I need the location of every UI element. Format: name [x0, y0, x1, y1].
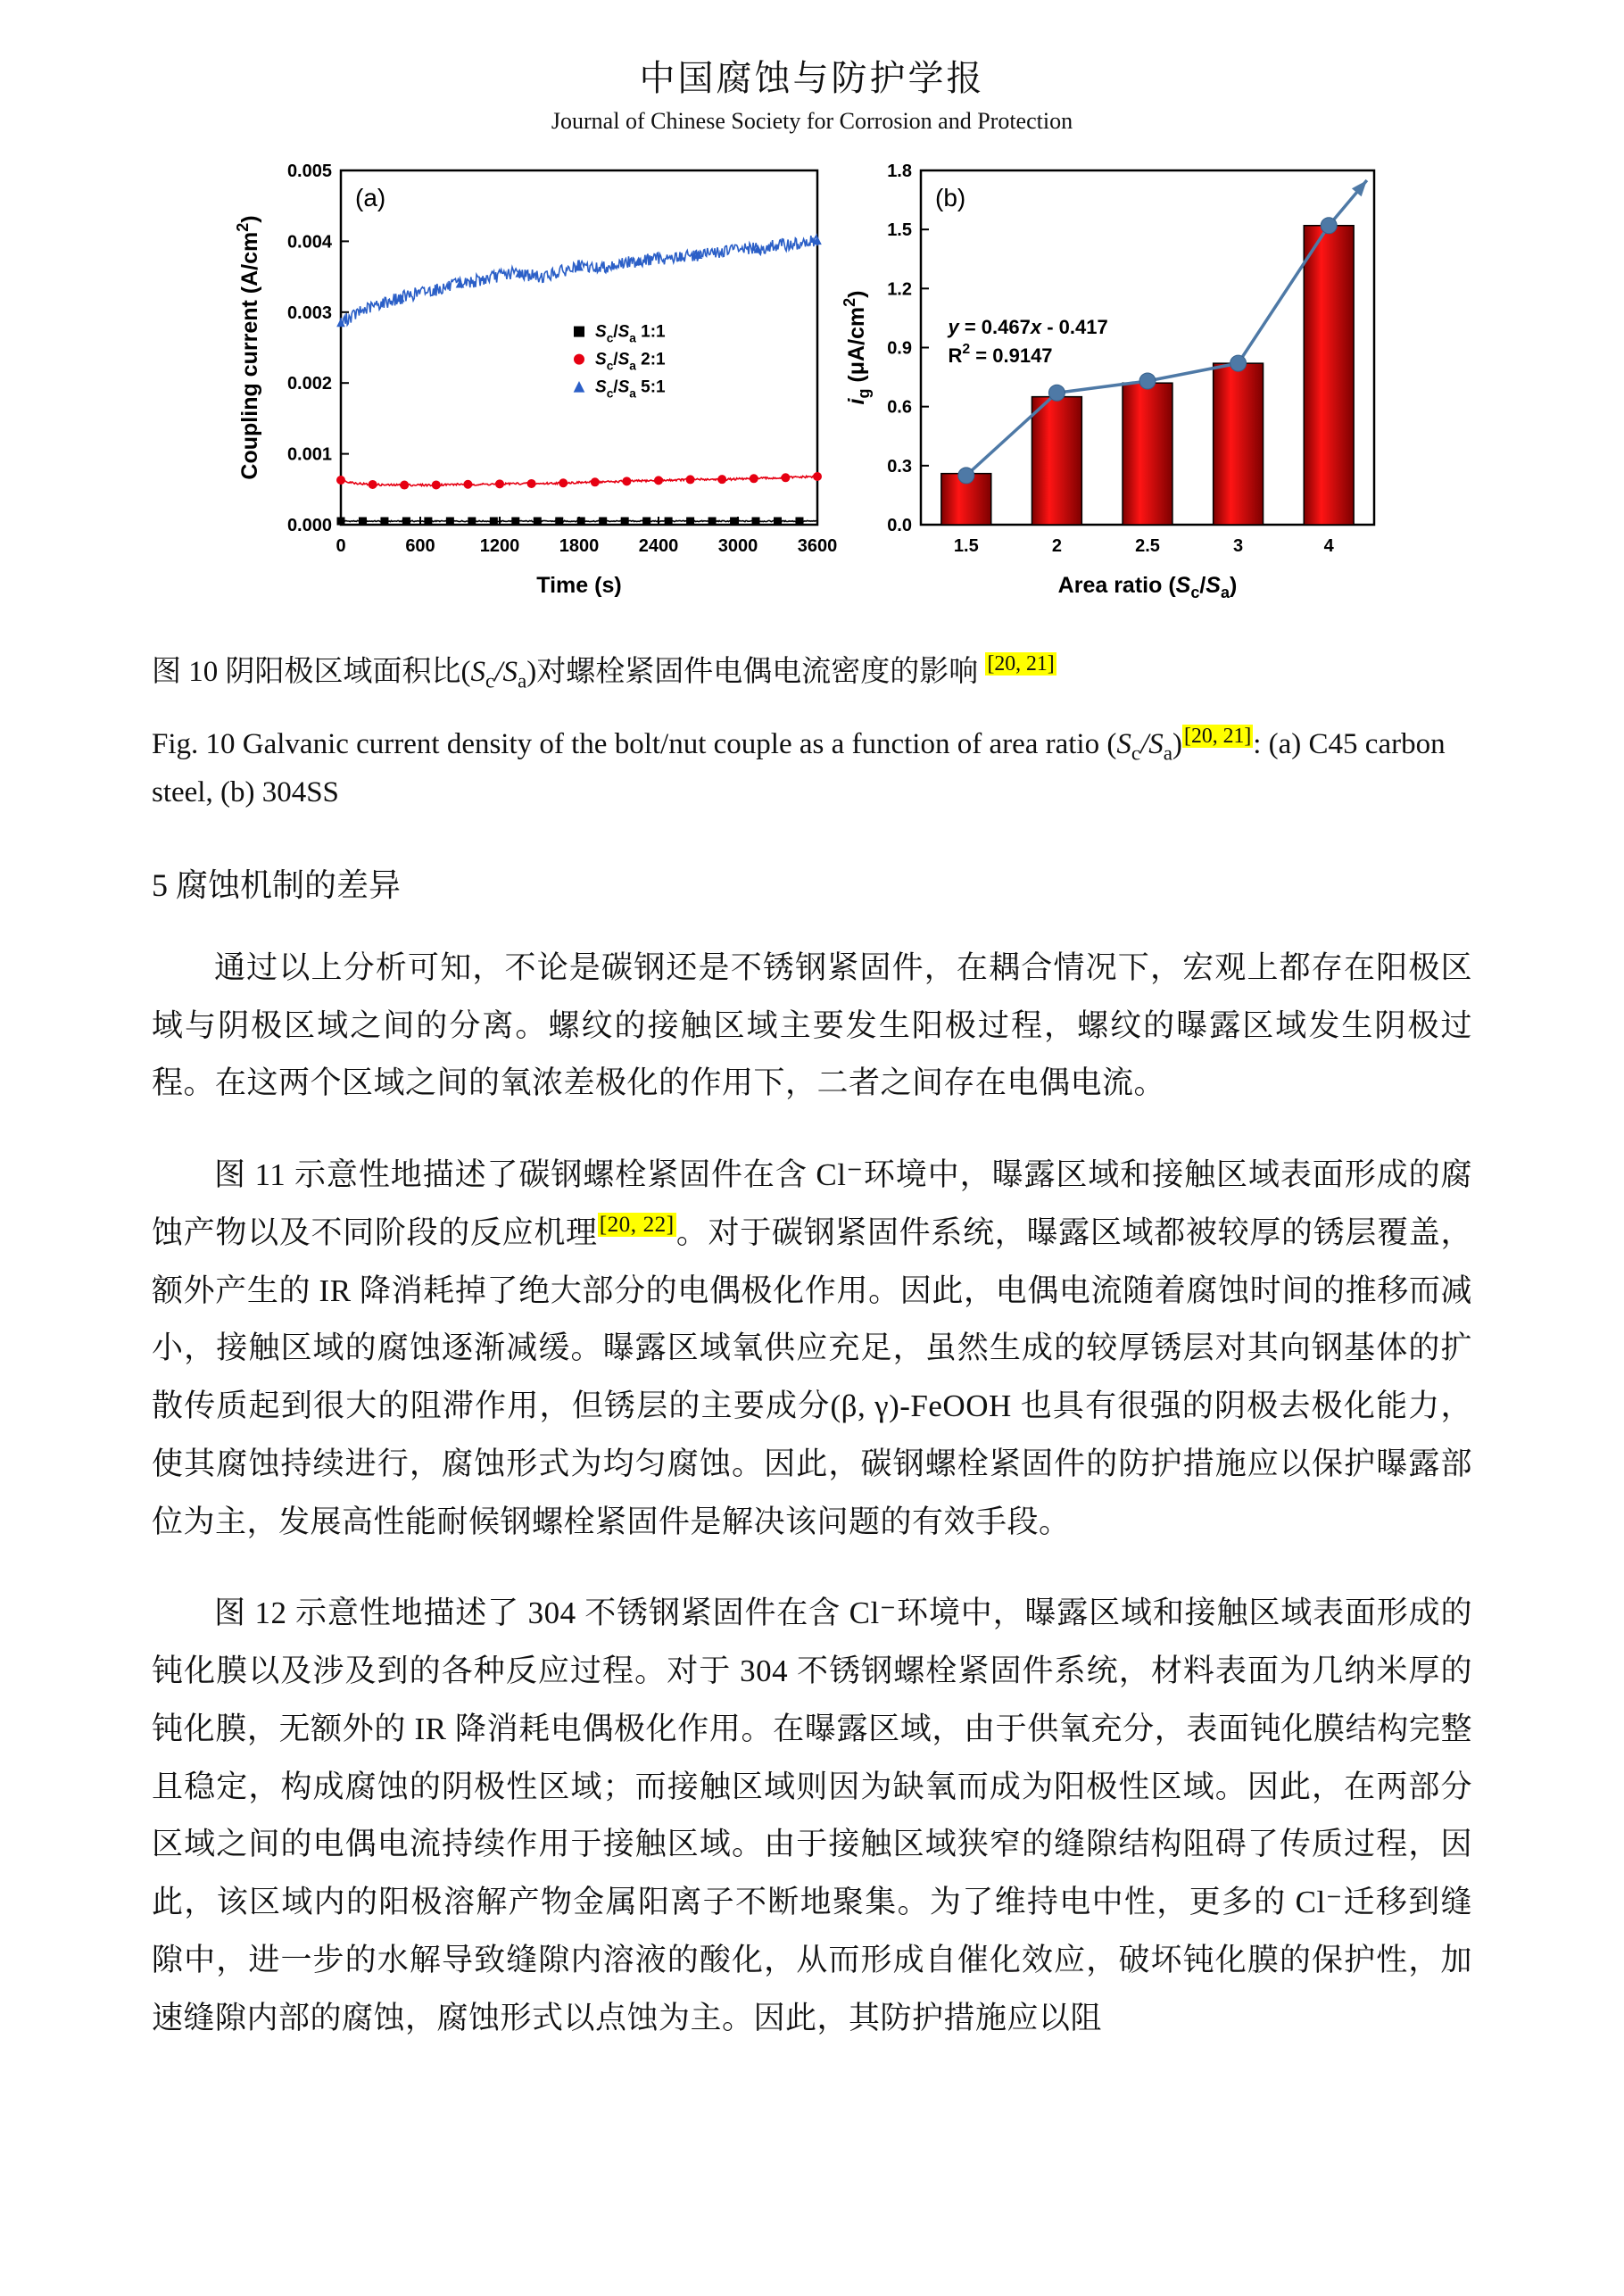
svg-text:3000: 3000: [717, 536, 758, 556]
svg-text:2400: 2400: [638, 536, 679, 556]
regression-annotation: [947, 316, 1107, 367]
caption-cn-suffix: )对螺栓紧固件电偶电流密度的影响: [526, 656, 986, 688]
svg-text:0.003: 0.003: [286, 303, 332, 323]
x-axis-label: Time (s): [536, 573, 622, 598]
paragraph-2-text-2: 。对于碳钢紧固件系统，曝露区域都被较厚的锈层覆盖，额外产生的 IR 降消耗掉了绝大部分的电偶极化作用。因此，电偶电流随着腐蚀时间的推移而减小，接触区域的腐蚀逐渐减缓。曝露区域氧供应充足，虽然生成的较厚锈层对其向钢基体的扩散传质起到很大的阻滞作用，但锈层的主要成分(β, γ)-FeOOH 也具有很强的阴极去极化能力，使其腐蚀持续进行，腐蚀形式为均匀腐蚀。因此，碳钢螺栓紧固件的防护措施应以保护曝露部位为主，发展高性能耐候钢螺栓紧固件是解决该问题的有效手段。: [152, 1214, 1472, 1539]
journal-header: [152, 50, 1472, 135]
series-Sc-Sa-2-1: [337, 473, 822, 490]
y-axis-label: $i_g$ $(\mu A/cm^2)$: [841, 290, 873, 405]
legend: [575, 323, 667, 401]
svg-text:1800: 1800: [559, 536, 600, 556]
svg-text:0.6: 0.6: [887, 397, 912, 418]
symbol-S: S: [1116, 728, 1131, 761]
x-axis-label: Area ratio $(S_c/S_a)$: [1057, 573, 1238, 601]
figure-10: [152, 156, 1472, 607]
svg-text:0.3: 0.3: [887, 456, 912, 477]
svg-text:Sc/Sa 2:1: $S_c/S_a$ 2:1: [595, 350, 666, 373]
svg-text:600: 600: [405, 536, 435, 556]
panel-label-b: (b): [935, 184, 966, 211]
y-axis: [887, 162, 929, 535]
paragraph-3: [152, 1585, 1472, 2047]
svg-text:1.8: 1.8: [887, 162, 912, 181]
symbol-sub-c: c: [485, 668, 495, 692]
paragraph-1: [152, 940, 1472, 1113]
caption-en-part-1: Fig. 10 Galvanic current density of the bolt/nut couple as a function of area ratio (: [152, 728, 1117, 761]
svg-text:Sc/Sa 5:1: $S_c/S_a$ 5:1: [595, 377, 666, 401]
paragraph-3-text: 图 12 示意性地描述了 304 不锈钢紧固件在含 Cl⁻环境中，曝露区域和接触区域表面形成的钝化膜以及涉及到的各种反应过程。对于 304 不锈钢螺栓紧固件系统，材料表面为几纳米厚的钝化膜，无额外的 IR 降消耗电偶极化作用。在曝露区域，由于供氧充分，表面钝化膜结构完整且稳定，构成腐蚀的阴极性区域；而接触区域则因为缺氧而成为阳极性区域。因此，在两部分区域之间的电偶电流持续作用于接触区域。由于接触区域狭窄的缝隙结构阻碍了传质过程，因此，该区域内的阳极溶解产物金属阳离子不断地聚集。为了维持电中性，更多的 Cl⁻迁移到缝隙中，进一步的水解导致缝隙内溶液的酸化，从而形成自催化效应，破坏钝化膜的保护性，加速缝隙内部的腐蚀，腐蚀形式以点蚀为主。因此，其防护措施应以阻: [152, 1596, 1472, 2035]
caption-en-part-2: ): [1172, 728, 1183, 761]
figure-caption-cn: [152, 648, 1472, 697]
svg-text:2.5: 2.5: [1135, 536, 1160, 556]
citation-20-22: [20, 22]: [599, 1213, 675, 1238]
x-axis: [336, 517, 837, 556]
symbol-slash: /: [494, 656, 503, 688]
symbol-S: S: [1148, 728, 1164, 761]
svg-text:0.002: 0.002: [286, 374, 332, 394]
symbol-S: S: [502, 656, 518, 688]
chart-a: [232, 156, 839, 607]
journal-title-en: Journal of Chinese Society for Corrosion and Protection: [551, 108, 1073, 134]
panel-label-a: (a): [355, 184, 386, 211]
symbol-sub-a: a: [517, 668, 527, 692]
chart-a-plot: [234, 162, 837, 598]
caption-cn-prefix: 图 10 阴阳极区域面积比(: [152, 656, 471, 688]
symbol-S: S: [470, 656, 485, 688]
chart-b-plot: [841, 162, 1374, 601]
svg-text:0.004: 0.004: [286, 232, 332, 253]
svg-text:0.005: 0.005: [286, 162, 332, 181]
svg-text:3: 3: [1233, 536, 1244, 556]
caption-en-part-3: : (a) C45 carbon steel, (b) 304SS: [152, 728, 1446, 808]
figure-caption-en: [152, 720, 1472, 816]
svg-text:0.001: 0.001: [286, 444, 332, 465]
svg-text:y = 0.467x - 0.417: y = 0.467x - 0.417: [948, 316, 1108, 339]
svg-text:3600: 3600: [797, 536, 838, 556]
paragraph-1-text: 通过以上分析可知，不论是碳钢还是不锈钢紧固件，在耦合情况下，宏观上都存在阳极区域与阴极区域之间的分离。螺纹的接触区域主要发生阳极过程，螺纹的曝露区域发生阴极过程。在这两个区域之间的氧浓差极化的作用下，二者之间存在电偶电流。: [152, 949, 1472, 1101]
plot-border: [341, 170, 817, 525]
section-heading-5: 5 腐蚀机制的差异: [152, 866, 402, 903]
svg-text:4: 4: [1323, 536, 1334, 556]
svg-text:Sc/Sa 1:1: $S_c/S_a$ 1:1: [595, 322, 666, 345]
citation-20-21-cn: [20, 21]: [987, 652, 1055, 676]
svg-text:2: 2: [1051, 536, 1062, 556]
paragraph-2: [152, 1147, 1472, 1551]
svg-text:0.0: 0.0: [887, 516, 912, 535]
symbol-slash: /: [1140, 728, 1149, 761]
svg-text:0.9: 0.9: [887, 338, 912, 359]
svg-text:1200: 1200: [479, 536, 520, 556]
symbol-sub-c: c: [1131, 741, 1141, 765]
citation-20-21-en: [20, 21]: [1184, 725, 1252, 749]
paragraph-2-text-1: 图 11 示意性地描述了碳钢螺栓紧固件在含 Cl⁻环境中，曝露区域和接触区域表面形成的腐蚀产物以及不同阶段的反应机理: [152, 1157, 1472, 1250]
svg-text:0: 0: [336, 536, 346, 556]
svg-text:1.2: 1.2: [887, 279, 912, 300]
svg-text:0.000: 0.000: [286, 516, 332, 535]
chart-b: [839, 156, 1392, 607]
svg-text:R2 = 0.9147: $R^2 = 0.9147$: [948, 342, 1053, 368]
symbol-sub-a: a: [1163, 741, 1173, 765]
y-axis-label: Coupling current $(A/cm^2)$: [234, 215, 262, 480]
series-Sc-Sa-5-1: [337, 236, 821, 327]
journal-title-cn: 中国腐蚀与防护学报: [639, 58, 985, 98]
svg-text:1.5: 1.5: [953, 536, 979, 556]
svg-text:1.5: 1.5: [887, 220, 912, 241]
